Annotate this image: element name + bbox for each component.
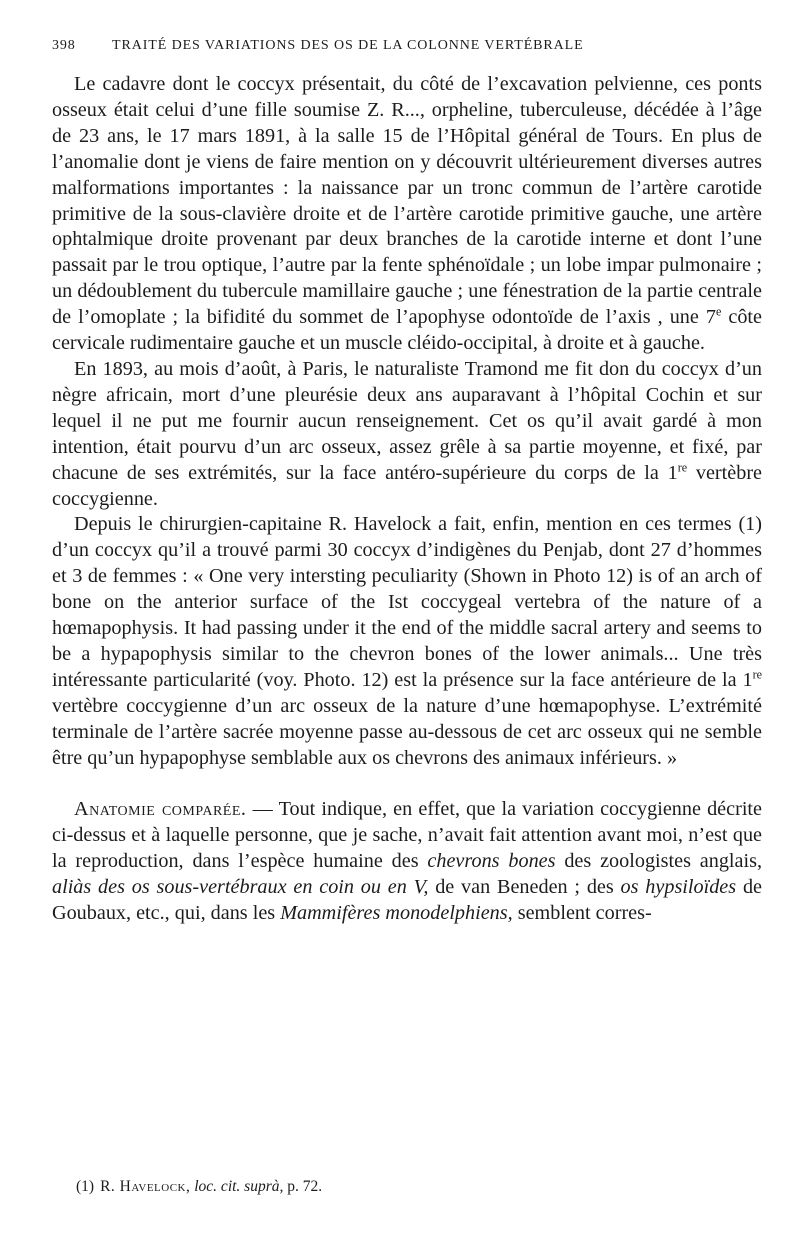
page-number: 398 [52, 38, 76, 53]
footnote-ref: loc. cit. suprà, [194, 1178, 284, 1195]
section-heading: Anatomie comparée. [74, 798, 247, 821]
paragraph-4-c: de van Beneden ; des [428, 876, 621, 899]
paragraph-1 [52, 72, 762, 357]
paragraph-2-text: En 1893, au mois d’août, à Paris, le naturaliste Tramond me fit don du coccyx d’un nègre africain, mort d’une pleurésie deux ans auparavant à l’hôpital Cochin et sur lequel il ne put me fournir aucun renseignement. Cet os qu’il avait gardé à mon intention, était pourvu d’un arc osseux, assez grêle à sa partie moyenne, et fixé, par chacune de ses extrémités, sur la face antéro-supérieure du corps de la 1 [52, 357, 762, 484]
running-header [52, 38, 762, 54]
italic-term-alias: aliàs des os sous-vertébraux en coin ou en V, [52, 876, 429, 899]
footnote-author: R. Havelock, [100, 1178, 191, 1195]
footnote-marker: (1) [76, 1178, 95, 1195]
section-gap [52, 771, 762, 797]
ordinal-superscript: re [677, 459, 688, 474]
paragraph-4-a: — Tout indique, en effet, que la variation coccygienne décrite ci-dessus et à laquelle personne, que je sache, n’avait fait attention avant moi, n’est que la reproduction, dans l’espèce humaine des [52, 798, 762, 873]
paragraph-1-end: côte cervicale rudimentaire gauche et un muscle cléido-occipital, à droite et à gauche. [52, 306, 763, 355]
paragraph-2 [52, 357, 762, 512]
paragraph-4-e: semblent corres- [512, 902, 652, 925]
italic-term-hypsiloides: os hypsiloïdes [620, 876, 737, 899]
paragraph-1-text: Le cadavre dont le coccyx présentait, du côté de l’excavation pelvienne, ces ponts osseux était celui d’une fille soumise Z. R..., orpheline, tuberculeuse, décédée à l’âge de 23 ans, le 17 mars 1891, à la salle 15 de l’Hôpital général de Tours. En plus de l’anomalie dont je viens de faire mention on y découvrit ultérieurement diverses autres malformations importantes : la naissance par un tronc commun de l’artère carotide primitive de la sous-clavière droite et de l’artère carotide primitive gauche, une artère ophtalmique droite provenant par deux branches de la carotide interne et dont l’une passait par le trou optique, l’autre par la fente sphénoïdale ; un lobe impar pulmonaire ; un dédoublement du tubercule mamillaire gauche ; une fénestration de la partie centrale de l’omoplate ; la bifidité du sommet de l’apophyse odontoïde de l’axis , une 7 [52, 73, 762, 329]
paragraph-4-b: des zoologistes anglais, [555, 850, 762, 873]
paragraph-4-d: de Goubaux, etc., qui, dans les [52, 876, 762, 925]
paragraph-3-text: Depuis le chirurgien-capitaine R. Havelock a fait, enfin, mention en ces termes (1) d’un coccyx qu’il a trouvé parmi 30 coccyx d’indigènes du Penjab, dont 27 d’hommes et 3 de femmes : « One very intersting peculiarity (Shown in Photo 12) is of an arch of bone on the anterior surface of the Ist coccygeal vertebra of the nature of a hœmapophysis. It had passing under it the end of the middle sacral artery and seems to be a hypapophysis similar to the chevron bones of the lower animals... Une très intéressante particularité (voy. Photo. 12) est la présence sur la face antérieure de la 1 [52, 513, 762, 691]
paragraph-3-end: vertèbre coccygienne d’un arc osseux de la nature d’une hœmapophyse. L’extrémité terminale de l’artère sacrée moyenne passe au-dessous de cet arc osseux qui ne semble être qu’un hypapophyse semblable aux os chevrons des animaux inférieurs. » [52, 694, 762, 769]
paragraph-2-end: vertèbre coccygienne. [52, 461, 762, 510]
footnote-page: p. 72. [283, 1178, 323, 1195]
footnote [76, 1178, 322, 1196]
paragraph-3 [52, 512, 762, 771]
paragraph-4 [52, 797, 762, 927]
running-title: TRAITÉ DES VARIATIONS DES OS DE LA COLONNE VERTÉBRALE [112, 38, 584, 53]
italic-term-mammiferes: Mammifères monodelphiens, [280, 902, 513, 925]
ordinal-superscript: re [752, 667, 762, 682]
italic-term-chevrons: chevrons bones [427, 850, 556, 873]
ordinal-superscript: e [715, 304, 722, 319]
